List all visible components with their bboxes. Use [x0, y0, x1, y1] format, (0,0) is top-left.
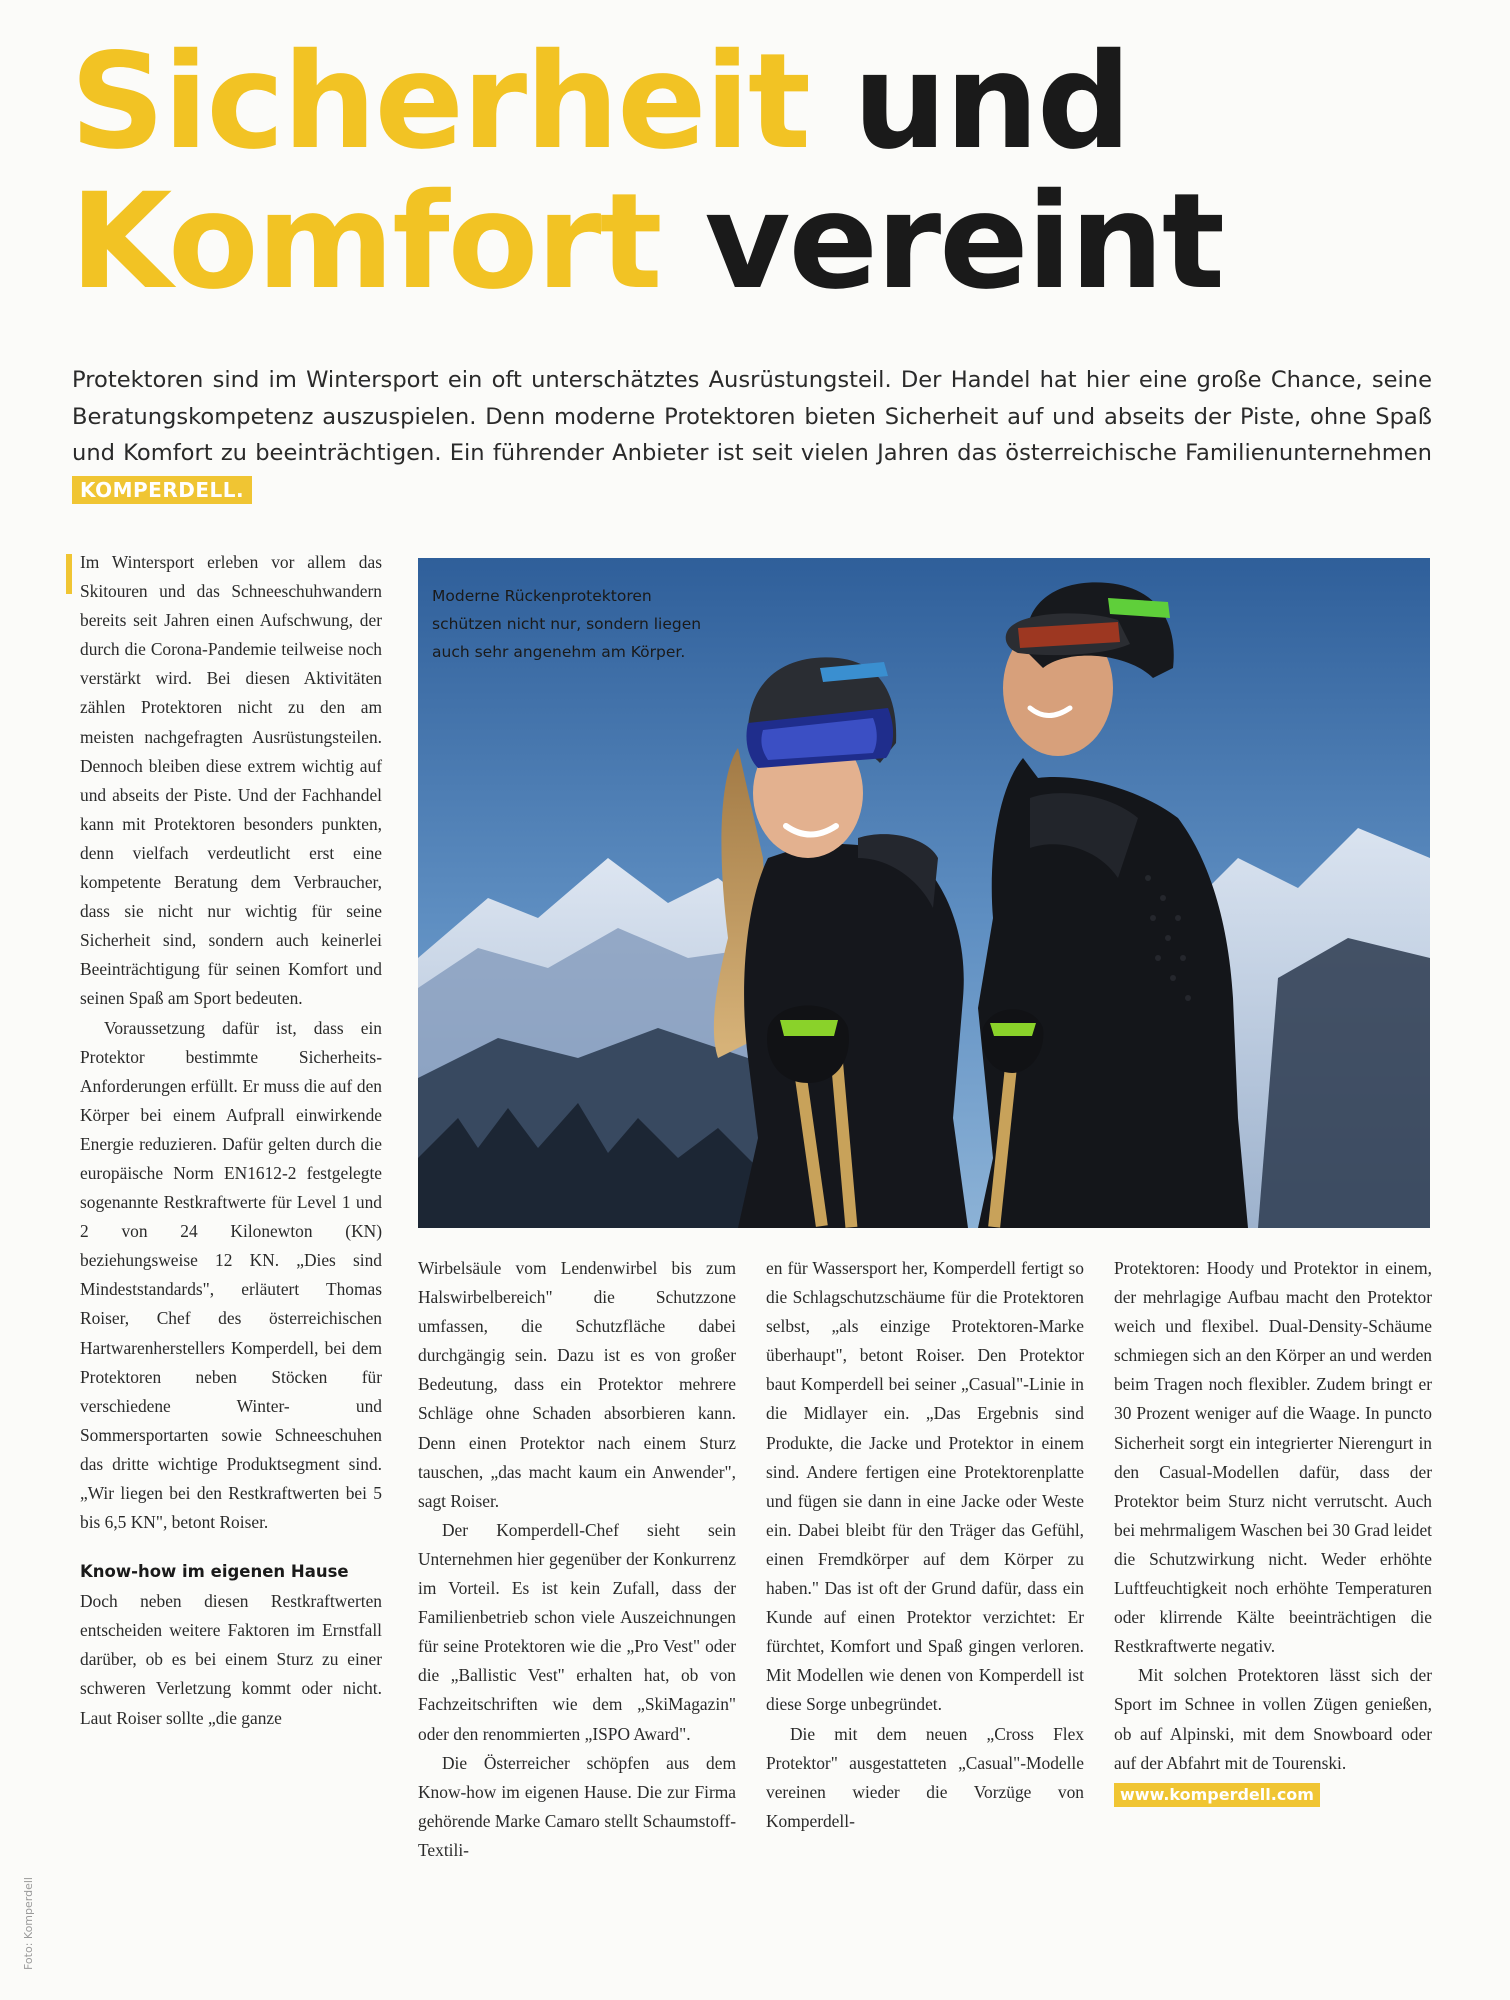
- column-3-paragraph-2: Die mit dem neuen „Cross Flex Protektor" ausgestatteten „Casual"-Modelle vereinen wieder die Vorzüge von Komperdell-: [766, 1723, 1084, 1831]
- lead-paragraph: [72, 362, 1432, 508]
- column-2-paragraph-1: Wirbelsäule vom Lendenwirbel bis zum Halswirbelbereich" die Schutzzone umfassen, die Schutzfläche dabei durchgängig sein. Dazu ist es von großer Bedeutung, dass ein Protektor mehrere Schläge ohne Schaden absorbieren kann. Denn einen Protektor nach einem Sturz tauschen, „das macht kaum ein Anwender", sagt Roiser.: [418, 1258, 736, 1511]
- column-2-paragraph-3: Die Österreicher schöpfen aus dem Know-how im eigenen Hause. Die zur Firma gehörende Marke Camaro stellt Schaumstoff-Textili-: [418, 1752, 736, 1860]
- column-4: [1114, 1254, 1432, 1809]
- article-headline: [70, 25, 1223, 319]
- column-1-paragraph-1: Im Wintersport erleben vor allem das Skitouren und das Schneeschuhwandern bereits seit Jahren einen Aufschwung, der durch die Corona-Pandemie teilweise noch verstärkt wird. Bei diesen Aktivitäten zählen Protektoren nicht zu den am meisten nachgefragten Ausrüstungsteilen. Dennoch bleiben diese extrem wichtig auf und abseits der Piste. Und der Fachhandel kann mit Protektoren besonders punkten, denn vielfach verdeutlicht erst eine kompetente Beratung dem Verbraucher, dass sie nicht nur wichtig für seine Sicherheit sind, sondern auch keinerlei Beeinträchtigung für seinen Komfort und seinen Spaß am Sport bedeuten.: [80, 552, 382, 1009]
- column-2: [418, 1254, 736, 1865]
- headline-line-2: [70, 165, 1223, 319]
- headline-word-sicherheit: Sicherheit: [70, 25, 809, 179]
- column-1-paragraph-2: Voraussetzung dafür ist, dass ein Protektor bestimmte Sicherheits-Anforderungen erfüllt. Er muss die auf den Körper bei einem Aufprall einwirkende Energie reduzieren. Dafür gelten durch die europäische Norm EN1612-2 festgelegte sogenannte Restkraftwerte für Level 1 und 2 von 24 Kilonewton (KN) beziehungsweise 12 KN. „Dies sind Mindeststandards", erläutert Thomas Roiser, Chef des österreichischen Hartwarenherstellers Komperdell, bei dem Protektoren neben Stöcken für verschiedene Winter- und Sommersportarten sowie Schneeschuhen das dritte wichtige Produktsegment sind. „Wir liegen bei den Restkraftwerten bei 5 bis 6,5 KN", betont Roiser.: [80, 1017, 382, 1533]
- komperdell-website-link[interactable]: www.komperdell.com: [1114, 1783, 1320, 1807]
- photo-credit-text: Foto: Komperdell: [22, 1877, 35, 1970]
- column-1-paragraph-3: Doch neben diesen Restkraftwerten entscheiden weitere Faktoren im Ernstfall darüber, ob es bei einem Sturz zu einer schweren Verletzung kommt oder nicht. Laut Roiser sollte „die ganze: [80, 1591, 382, 1728]
- column-2-paragraph-2: Der Komperdell-Chef sieht sein Unternehmen hier gegenüber der Konkurrenz im Vorteil. Es ist kein Zufall, dass der Familienbetrieb schon viele Auszeichnungen für seine Protektoren wie die „Pro Vest" oder die „Ballistic Vest" erhalten hat, ob von Fachzeitschriften wie dem „SkiMagazin" oder den renommierten „ISPO Award".: [418, 1519, 736, 1744]
- headline-word-und: und: [852, 25, 1130, 179]
- brand-tag-komperdell: KOMPERDELL.: [72, 476, 252, 504]
- headline-line-1: [70, 25, 1223, 179]
- photo-caption: Moderne Rückenprotektoren schützen nicht nur, sondern liegen auch sehr angenehm am Körper.: [432, 587, 702, 661]
- section-subheading: Know-how im eigenen Hause: [80, 1562, 349, 1582]
- column-3-paragraph-1: en für Wassersport her, Komperdell fertigt so die Schlagschutzschäume für die Protektoren selbst, „als einzige Protektoren-Marke überhaupt", betont Roiser. Den Protektor baut Komperdell bei seiner „Casual"-Linie in die Midlayer ein. „Das Ergebnis sind Produkte, die Jacke und Protektor in einem sind. Andere fertigen eine Protektorenplatte und fügen sie dann in eine Jacke oder Weste ein. Dabei bleibt für den Träger das Gefühl, einen Fremdkörper auf dem Körper zu haben." Das ist oft der Grund dafür, dass ein Kunde auf einen Protektor verzichtet: Er fürchtet, Komfort und Spaß gingen verloren. Mit Modellen wie denen von Komperdell ist diese Sorge unbegründet.: [766, 1258, 1084, 1715]
- column-4-paragraph-2: Mit solchen Protektoren lässt sich der Sport im Schnee in vollen Zügen genießen, ob auf Alpinski, mit dem Snowboard oder auf der Abfahrt mit de Tourenski.: [1114, 1665, 1432, 1773]
- headline-word-vereint: vereint: [704, 165, 1223, 319]
- column-3: [766, 1254, 1084, 1836]
- lead-text: Protektoren sind im Wintersport ein oft unterschätztes Ausrüstungsteil. Der Handel hat hier eine große Chance, seine Beratungskompetenz auszuspielen. Denn moderne Protektoren bieten Sicherheit auf und abseits der Piste, ohne Spaß und Komfort zu beeinträchtigen. Ein führender Anbieter ist seit vielen Jahren das österreichische Familienunternehmen: [72, 367, 1432, 466]
- headline-word-komfort: Komfort: [70, 165, 661, 319]
- photo-credit: [22, 1820, 38, 1970]
- drop-cap-accent: [66, 554, 72, 594]
- column-1: [80, 548, 382, 1733]
- column-4-paragraph-1: Protektoren: Hoody und Protektor in einem, der mehrlagige Aufbau macht den Protektor weich und flexibel. Dual-Density-Schäume schmiegen sich an den Körper an und werden beim Tragen noch flexibler. Zudem bringt er 30 Prozent weniger auf die Waage. In puncto Sicherheit sorgt ein integrierter Nierengurt in den Casual-Modellen dafür, dass der Protektor beim Sturz nicht verrutscht. Auch bei mehrmaligem Waschen bei 30 Grad leidet die Schutzwirkung nicht. Weder erhöhte Luftfeuchtigkeit noch erhöhte Temperaturen oder klirrende Kälte beeinträchtigen die Restkraftwerte negativ.: [1114, 1258, 1432, 1657]
